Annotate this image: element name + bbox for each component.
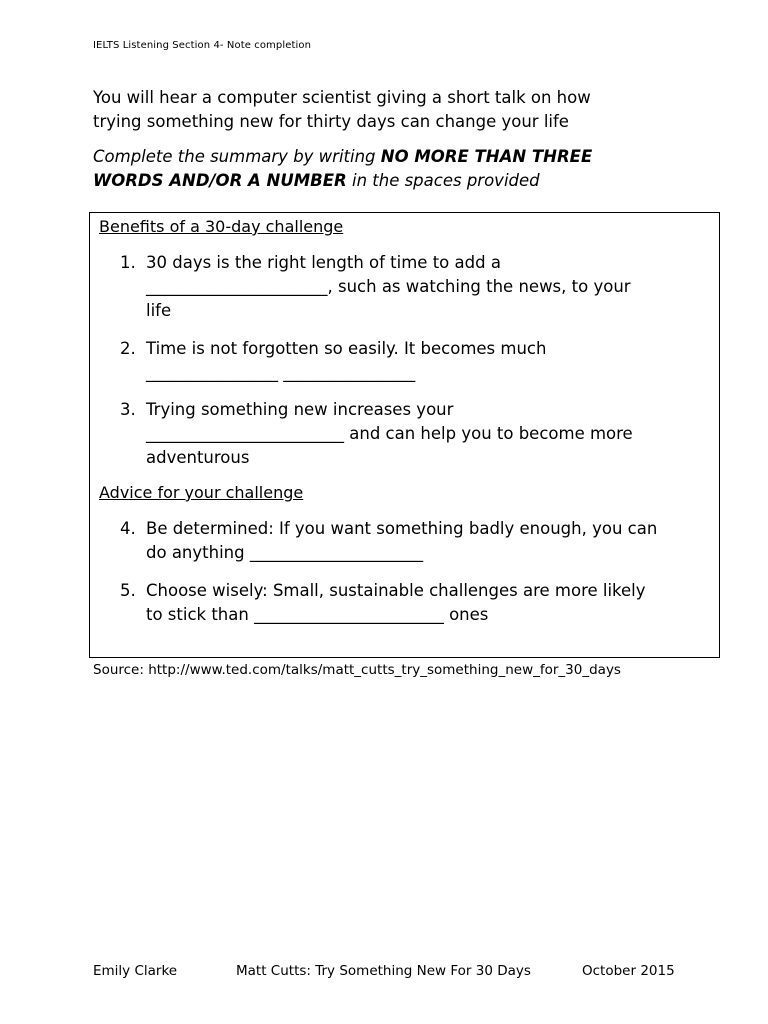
question-line: Be determined: If you want something badly enough, you can — [146, 519, 658, 538]
question-text — [146, 579, 711, 627]
question-line: ________________ ________________ — [146, 363, 416, 382]
question-line: ________________________ and can help you to become more — [146, 424, 633, 443]
question-line: to stick than _______________________ ones — [146, 605, 489, 624]
question-text — [146, 251, 711, 323]
instruction-text: Complete the summary by writing — [93, 147, 381, 166]
question-number: 2. — [120, 339, 136, 358]
question-line: ______________________, such as watching the news, to your — [146, 277, 631, 296]
intro-paragraph — [93, 86, 733, 134]
section-heading-benefits: Benefits of a 30-day challenge — [99, 217, 344, 236]
source-citation: Source: http://www.ted.com/talks/matt_cutts_try_something_new_for_30_days — [93, 662, 621, 678]
question-text — [146, 398, 711, 470]
footer-title: Matt Cutts: Try Something New For 30 Days — [236, 963, 531, 979]
footer-date: October 2015 — [582, 963, 675, 979]
section-heading-advice: Advice for your challenge — [99, 483, 304, 502]
question-line: Time is not forgotten so easily. It becomes much — [146, 339, 547, 358]
question-text — [146, 517, 711, 565]
intro-line: trying something new for thirty days can change your life — [93, 112, 569, 131]
instruction-text: in the spaces provided — [346, 171, 540, 190]
question-number: 1. — [120, 253, 136, 272]
instruction-line — [93, 145, 733, 169]
question-line: do anything _____________________ — [146, 543, 424, 562]
question-number: 5. — [120, 581, 136, 600]
question-line: life — [146, 301, 172, 320]
question-number: 3. — [120, 400, 136, 419]
intro-line: You will hear a computer scientist giving a short talk on how — [93, 88, 591, 107]
instruction-emphasis: WORDS AND/OR A NUMBER — [93, 171, 347, 190]
question-line: 30 days is the right length of time to add a — [146, 253, 501, 272]
instruction-paragraph — [93, 145, 733, 193]
question-text — [146, 337, 711, 385]
question-number: 4. — [120, 519, 136, 538]
question-line: adventurous — [146, 448, 250, 467]
question-line: Trying something new increases your — [146, 400, 454, 419]
instruction-line — [93, 169, 733, 193]
question-line: Choose wisely: Small, sustainable challenges are more likely — [146, 581, 646, 600]
instruction-emphasis: NO MORE THAN THREE — [380, 147, 593, 166]
footer-author: Emily Clarke — [93, 963, 178, 979]
document-header: IELTS Listening Section 4- Note completion — [93, 40, 312, 51]
